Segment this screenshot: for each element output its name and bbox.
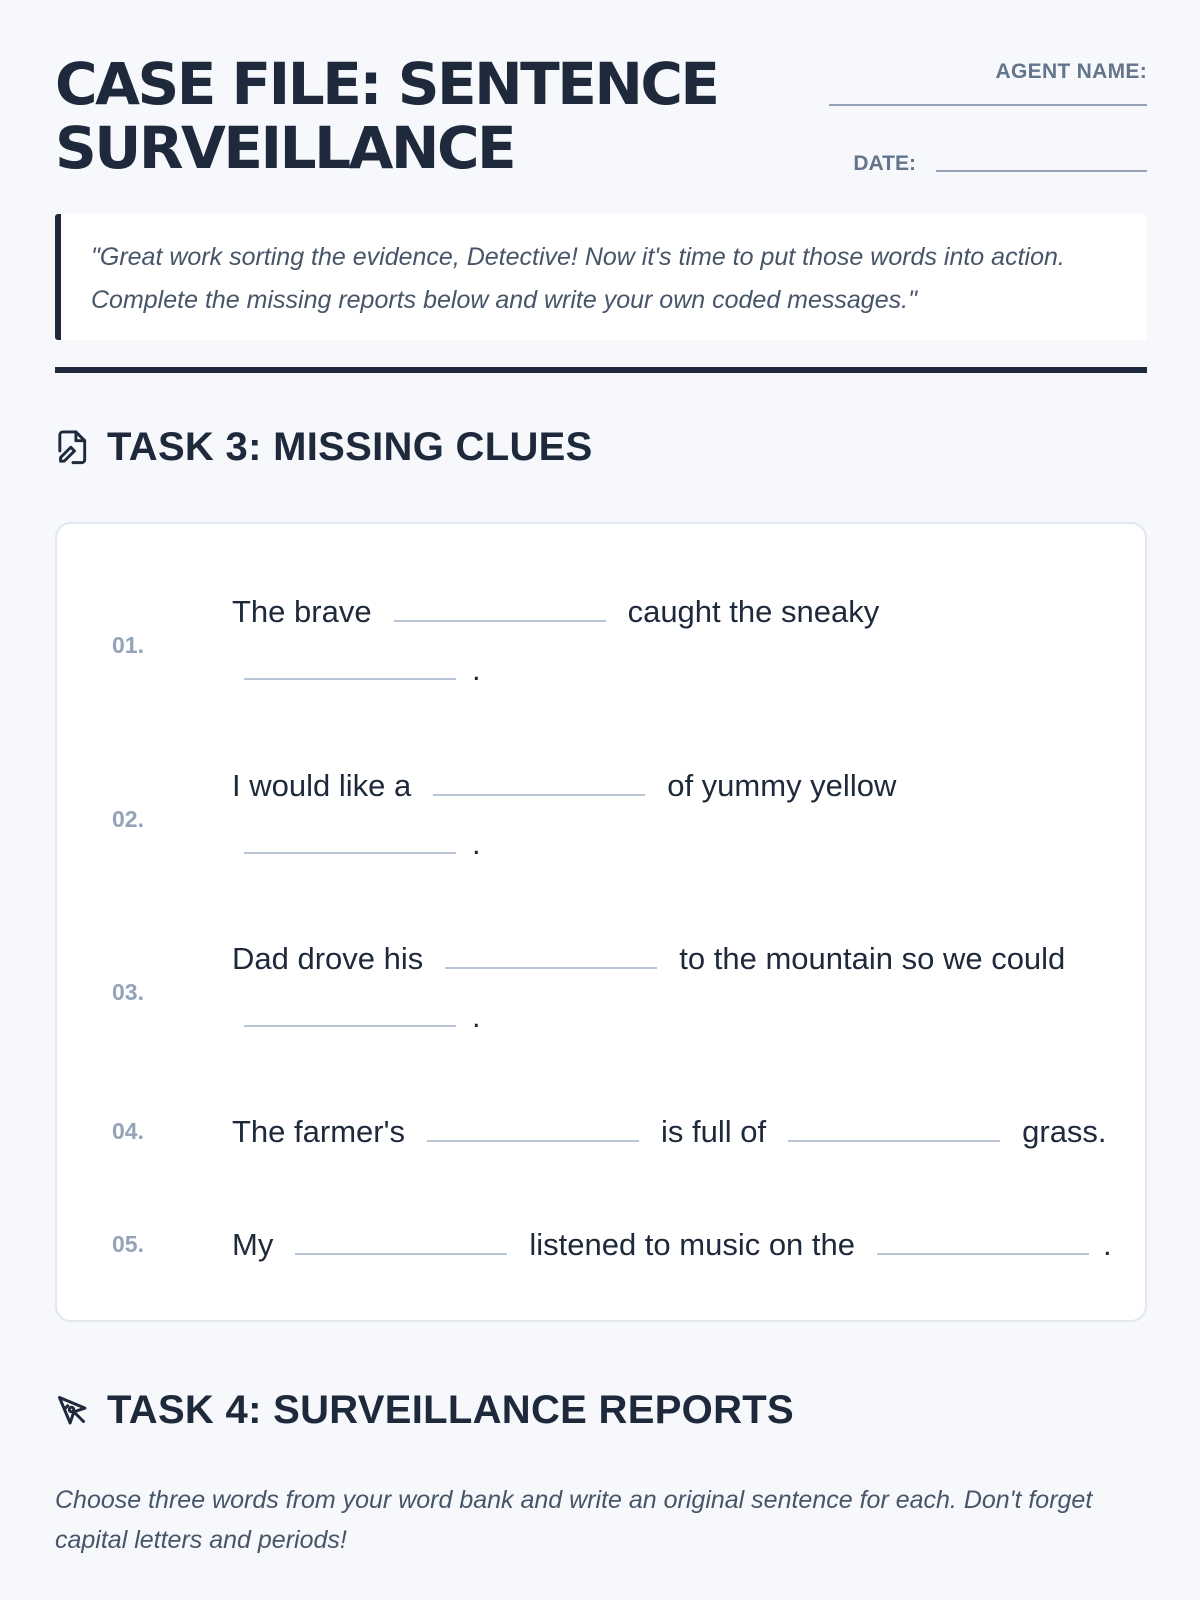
agent-name-block <box>829 60 1147 106</box>
pen-tool-icon <box>55 1392 91 1430</box>
agent-name-field[interactable] <box>829 104 1147 106</box>
task4-title: TASK 4: SURVEILLANCE REPORTS <box>107 1388 794 1432</box>
blank-field[interactable] <box>244 678 456 680</box>
date-field[interactable] <box>936 170 1147 172</box>
blank-field[interactable] <box>433 794 645 796</box>
sentence-text: is full of <box>661 1114 767 1149</box>
task4-heading <box>55 1388 794 1433</box>
blank-field[interactable] <box>295 1253 507 1255</box>
blank-field[interactable] <box>788 1140 1000 1142</box>
file-pen-icon <box>55 429 91 467</box>
intro-quote: "Great work sorting the evidence, Detective! Now it's time to put those words into action. Complete the missing reports below and write your own coded messages." <box>55 214 1147 340</box>
sentence-text: The farmer's <box>232 1114 406 1149</box>
sentence-text: of yummy yellow <box>667 768 897 803</box>
blank-field[interactable] <box>427 1140 639 1142</box>
blank-field[interactable] <box>394 620 606 622</box>
sentence-end: . <box>472 999 481 1034</box>
sentence-text: to the mountain so we could <box>679 941 1066 976</box>
blank-field[interactable] <box>445 967 657 969</box>
task3-heading <box>55 425 593 470</box>
page-title: CASE FILE: SENTENCE SURVEILLANCE <box>55 50 718 182</box>
sentence-text: I would like a <box>232 768 412 803</box>
task3-title: TASK 3: MISSING CLUES <box>107 425 593 469</box>
sentence-text: Dad drove his <box>232 941 424 976</box>
sentence-text: My <box>232 1227 274 1262</box>
date-block <box>829 152 1147 176</box>
missing-clues-card <box>55 522 1147 1322</box>
sentence-text: listened to music on the <box>529 1227 856 1262</box>
agent-name-label: AGENT NAME: <box>995 60 1147 83</box>
blank-field[interactable] <box>877 1253 1089 1255</box>
item-number: 04. <box>112 1118 144 1144</box>
item-number: 01. <box>112 632 144 658</box>
date-label: DATE: <box>853 152 916 175</box>
sentence-end: grass. <box>1022 1114 1107 1149</box>
item-number: 02. <box>112 806 144 832</box>
worksheet-page <box>55 0 1147 1600</box>
sentence-end: . <box>1103 1227 1112 1262</box>
item-number: 03. <box>112 979 144 1005</box>
task4-instructions: Choose three words from your word bank and write an original sentence for each. Don't forget capital letters and periods! <box>55 1486 1093 1554</box>
blank-field[interactable] <box>244 852 456 854</box>
sentence-end: . <box>472 826 481 861</box>
item-number: 05. <box>112 1231 144 1257</box>
sentence-text: caught the sneaky <box>627 594 880 629</box>
blank-field[interactable] <box>244 1025 456 1027</box>
sentence-text: The brave <box>232 594 372 629</box>
section-divider <box>55 367 1147 373</box>
sentence-end: . <box>472 652 481 687</box>
